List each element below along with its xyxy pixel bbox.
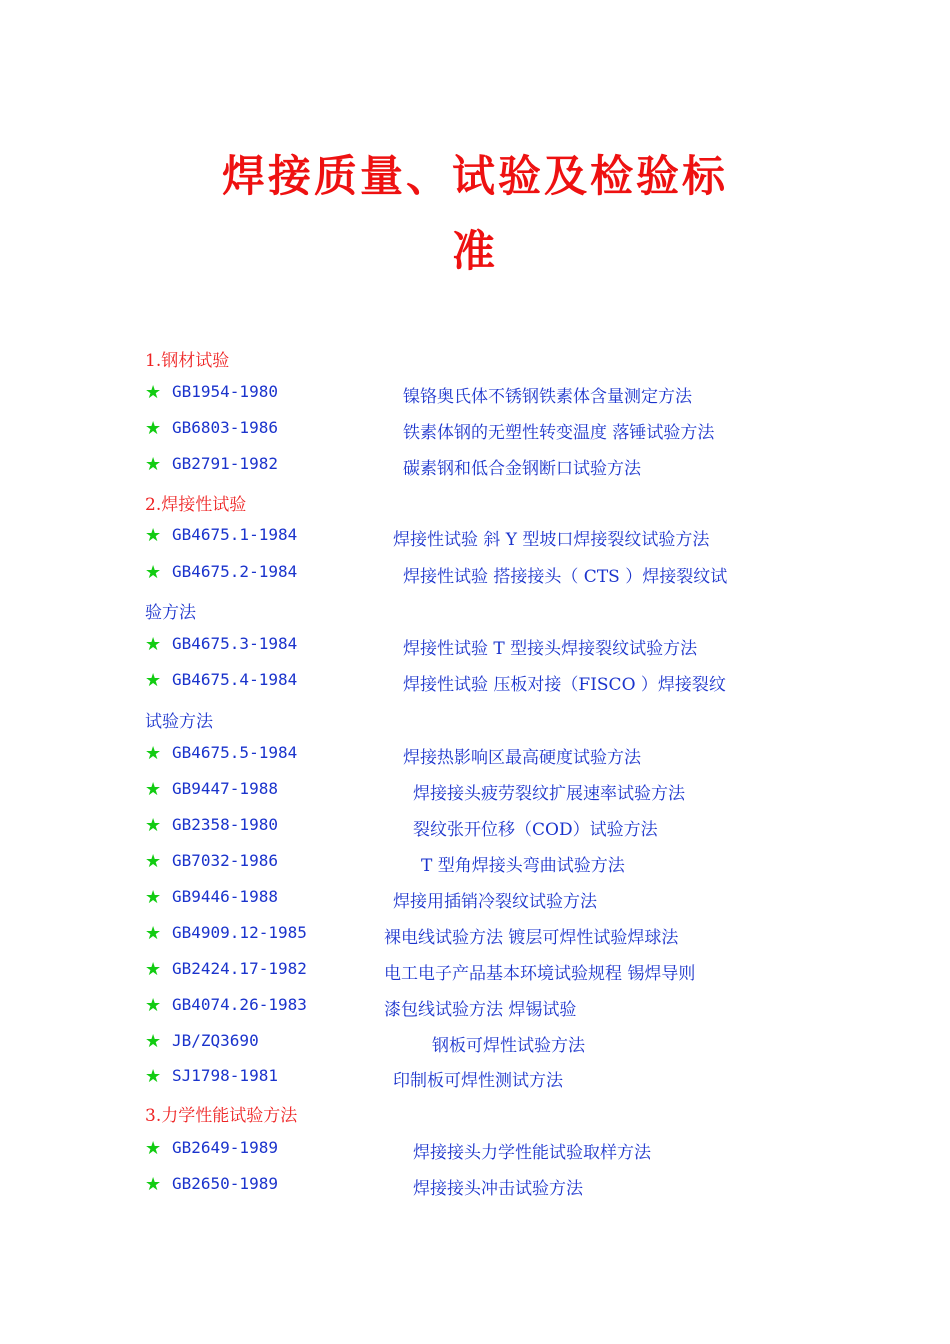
list-item bbox=[0, 670, 950, 700]
star-icon: ★ bbox=[145, 923, 162, 944]
standard-desc-continued: 试验方法 bbox=[145, 712, 213, 732]
standard-code: GB2791-1982 bbox=[172, 454, 278, 473]
standard-code: GB6803-1986 bbox=[172, 418, 278, 437]
star-icon: ★ bbox=[145, 1138, 162, 1159]
standard-desc: 焊接接头力学性能试验取样方法 bbox=[413, 1143, 651, 1163]
standard-code: SJ1798-1981 bbox=[172, 1066, 278, 1085]
standard-desc: 铁素体钢的无塑性转变温度 落锤试验方法 bbox=[403, 423, 715, 443]
page-title-line-2: 准 bbox=[452, 227, 498, 277]
standard-desc: 裂纹张开位移（COD）试验方法 bbox=[413, 820, 658, 840]
standard-desc: 钢板可焊性试验方法 bbox=[432, 1036, 585, 1056]
list-item bbox=[0, 995, 950, 1025]
star-icon: ★ bbox=[145, 634, 162, 655]
standard-desc: 焊接性试验 T 型接头焊接裂纹试验方法 bbox=[403, 639, 698, 659]
standard-desc: 裸电线试验方法 镀层可焊性试验焊球法 bbox=[384, 928, 679, 948]
standard-code: GB7032-1986 bbox=[172, 851, 278, 870]
standard-desc: 镍铬奥氏体不锈钢铁素体含量测定方法 bbox=[403, 387, 692, 407]
star-icon: ★ bbox=[145, 454, 162, 475]
star-icon: ★ bbox=[145, 779, 162, 800]
standard-code: GB4675.3-1984 bbox=[172, 634, 298, 653]
star-icon: ★ bbox=[145, 743, 162, 764]
standard-desc: 焊接热影响区最高硬度试验方法 bbox=[403, 748, 641, 768]
standard-desc-continued: 验方法 bbox=[145, 603, 196, 623]
star-icon: ★ bbox=[145, 887, 162, 908]
standard-code: GB2650-1989 bbox=[172, 1174, 278, 1193]
standard-code: GB2358-1980 bbox=[172, 815, 278, 834]
standard-desc: 焊接性试验 压板对接（FISCO ）焊接裂纹 bbox=[403, 675, 726, 695]
star-icon: ★ bbox=[145, 1174, 162, 1195]
star-icon: ★ bbox=[145, 670, 162, 691]
star-icon: ★ bbox=[145, 382, 162, 403]
standard-code: GB2424.17-1982 bbox=[172, 959, 307, 978]
standard-desc: T 型角焊接头弯曲试验方法 bbox=[421, 856, 625, 876]
standard-desc: 焊接用插销冷裂纹试验方法 bbox=[393, 892, 597, 912]
star-icon: ★ bbox=[145, 525, 162, 546]
standard-code: JB/ZQ3690 bbox=[172, 1031, 259, 1050]
standard-desc: 焊接性试验 斜 Y 型坡口焊接裂纹试验方法 bbox=[393, 530, 710, 550]
standard-desc: 印制板可焊性测试方法 bbox=[393, 1071, 563, 1091]
standard-desc: 碳素钢和低合金钢断口试验方法 bbox=[403, 459, 641, 479]
standard-code: GB4675.4-1984 bbox=[172, 670, 298, 689]
star-icon: ★ bbox=[145, 1066, 162, 1087]
star-icon: ★ bbox=[145, 851, 162, 872]
standard-code: GB4675.1-1984 bbox=[172, 525, 298, 544]
list-item bbox=[0, 525, 950, 555]
list-item bbox=[0, 815, 950, 845]
standard-code: GB9446-1988 bbox=[172, 887, 278, 906]
list-item bbox=[0, 923, 950, 953]
list-item bbox=[0, 743, 950, 773]
list-item bbox=[0, 1174, 950, 1204]
standard-code: GB4675.2-1984 bbox=[172, 562, 298, 581]
list-item bbox=[0, 382, 950, 412]
section-heading-mechanical: 3.力学性能试验方法 bbox=[145, 1106, 298, 1126]
list-item bbox=[0, 851, 950, 881]
star-icon: ★ bbox=[145, 562, 162, 583]
list-item bbox=[0, 1066, 950, 1096]
star-icon: ★ bbox=[145, 1031, 162, 1052]
list-item bbox=[0, 634, 950, 664]
standard-code: GB9447-1988 bbox=[172, 779, 278, 798]
standard-desc: 电工电子产品基本环境试验规程 锡焊导则 bbox=[384, 964, 696, 984]
list-item bbox=[0, 779, 950, 809]
list-item bbox=[0, 887, 950, 917]
list-item bbox=[0, 1138, 950, 1168]
standard-desc: 漆包线试验方法 焊锡试验 bbox=[384, 1000, 577, 1020]
standard-desc: 焊接接头冲击试验方法 bbox=[413, 1179, 583, 1199]
standard-code: GB4074.26-1983 bbox=[172, 995, 307, 1014]
standard-code: GB2649-1989 bbox=[172, 1138, 278, 1157]
section-heading-steel: 1.钢材试验 bbox=[145, 351, 230, 371]
page-title-line-1: 焊接质量、试验及检验标 bbox=[222, 152, 728, 202]
standard-desc: 焊接性试验 搭接接头（ CTS ）焊接裂纹试 bbox=[403, 567, 728, 587]
star-icon: ★ bbox=[145, 815, 162, 836]
list-item bbox=[0, 418, 950, 448]
star-icon: ★ bbox=[145, 418, 162, 439]
standard-code: GB1954-1980 bbox=[172, 382, 278, 401]
list-item bbox=[0, 562, 950, 592]
list-item bbox=[0, 1031, 950, 1061]
list-item-continuation bbox=[0, 598, 950, 628]
star-icon: ★ bbox=[145, 959, 162, 980]
standard-code: GB4675.5-1984 bbox=[172, 743, 298, 762]
list-item bbox=[0, 454, 950, 484]
list-item bbox=[0, 959, 950, 989]
standard-desc: 焊接接头疲劳裂纹扩展速率试验方法 bbox=[413, 784, 685, 804]
standard-code: GB4909.12-1985 bbox=[172, 923, 307, 942]
section-heading-weldability: 2.焊接性试验 bbox=[145, 495, 247, 515]
list-item-continuation bbox=[0, 707, 950, 737]
star-icon: ★ bbox=[145, 995, 162, 1016]
